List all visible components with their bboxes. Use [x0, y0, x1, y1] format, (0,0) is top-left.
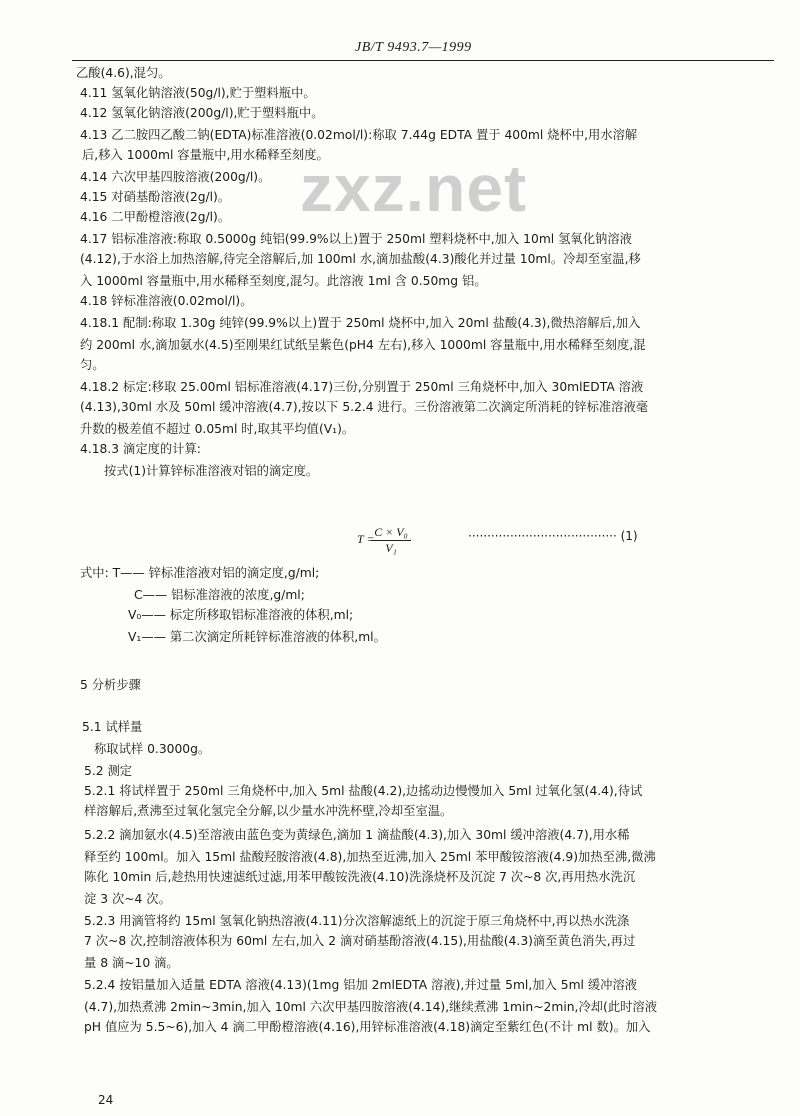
text-line: 5.2.1 将试样置于 250ml 三角烧杯中,加入 5ml 盐酸(4.2),边搖动边慢慢加入 5ml 过氧化氢(4.4),待试	[84, 784, 643, 798]
formula-number: (1)	[620, 529, 638, 543]
text-line: 升数的极差值不超过 0.05ml 时,取其平均值(V₁)。	[80, 422, 355, 436]
text-line: 5.2.4 按铝量加入适量 EDTA 溶液(4.13)(1mg 铝加 2mlEDTA 溶液),并过量 5ml,加入 5ml 缓冲溶液	[84, 978, 638, 992]
text-line: 入 1000ml 容量瓶中,用水稀释至刻度,混匀。此溶液 1ml 含 0.50mg 铝。	[80, 274, 487, 288]
formula-denominator: V₁	[385, 541, 397, 555]
text-line: (4.13),30ml 水及 50ml 缓冲溶液(4.7),按以下 5.2.4 进行。三份溶液第二次滴定所消耗的锌标准溶液毫	[80, 400, 649, 414]
text-line: 5.2.3 用滴管将约 15ml 氢氧化钠热溶液(4.11)分次溶解滤纸上的沉淀于原三角烧杯中,再以热水洗涤	[84, 914, 630, 928]
text-line: 4.15 对硝基酚溶液(2g/l)。	[80, 190, 231, 204]
text-line: 乙酸(4.6),混匀。	[76, 66, 171, 80]
text-line: V₀—— 标定所移取铝标准溶液的体积,ml;	[128, 608, 354, 622]
text-line: 4.13 乙二胺四乙酸二钠(EDTA)标准溶液(0.02mol/l):称取 7.44g EDTA 置于 400ml 烧杯中,用水溶解	[80, 128, 638, 142]
text-line: 陈化 10min 后,趁热用快速滤纸过滤,用苯甲酸铵洗液(4.10)洗涤烧杯及沉淀 7 次~8 次,再用热水洗沉	[84, 870, 636, 884]
text-line: 4.18 锌标准溶液(0.02mol/l)。	[80, 294, 253, 308]
text-line: V₁—— 第二次滴定所耗锌标准溶液的体积,ml。	[128, 630, 386, 644]
text-line: 4.18.3 滴定度的计算:	[80, 442, 201, 456]
text-line: 4.18.2 标定:移取 25.00ml 铝标准溶液(4.17)三份,分别置于 250ml 三角烧杯中,加入 30mlEDTA 溶液	[80, 380, 644, 394]
formula-1	[357, 525, 411, 555]
page-number: 24	[98, 1093, 114, 1107]
text-line: 4.14 六次甲基四胺溶液(200g/l)。	[80, 170, 271, 184]
text-line: 5.1 试样量	[82, 720, 143, 734]
watermark: zxz.net	[300, 151, 528, 225]
text-line: 5.2 测定	[84, 764, 133, 778]
text-line: (4.7),加热煮沸 2min~3min,加入 10ml 六次甲基四胺溶液(4.14),继续煮沸 1min~2min,冷却(此时溶液	[84, 1000, 658, 1014]
text-line: 约 200ml 水,滴加氨水(4.5)至刚果红试纸呈紫色(pH4 左右),移入 1000ml 容量瓶中,用水稀释至刻度,混	[80, 338, 646, 352]
text-line: 称取试样 0.3000g。	[94, 742, 211, 756]
header-rule	[72, 60, 774, 61]
standard-code-header: JB/T 9493.7—1999	[355, 40, 472, 55]
text-line: 4.11 氢氧化钠溶液(50g/l),贮于塑料瓶中。	[80, 86, 316, 100]
text-line: 4.18.1 配制:称取 1.30g 纯锌(99.9%以上)置于 250ml 烧杯中,加入 20ml 盐酸(4.3),微热溶解后,加入	[80, 316, 641, 330]
formula-leader: ······································· (1)	[468, 529, 638, 543]
formula-numerator: C × V₀	[371, 525, 411, 541]
formula-lhs: T =	[357, 532, 375, 546]
text-line: 4.16 二甲酚橙溶液(2g/l)。	[80, 210, 231, 224]
text-line: 4.12 氢氧化钠溶液(200g/l),贮于塑料瓶中。	[80, 106, 324, 120]
text-line: 淀 3 次~4 次。	[84, 892, 171, 906]
text-line: (4.12),于水浴上加热溶解,待完全溶解后,加 100ml 水,滴加盐酸(4.3)酸化并过量 10ml。冷却至室温,移	[80, 252, 641, 266]
text-line: 匀。	[80, 358, 105, 372]
text-line: 样溶解后,煮沸至过氧化氢完全分解,以少量水冲洗杯壁,冷却至室温。	[84, 804, 453, 818]
text-line: 5 分析步骤	[80, 678, 141, 692]
text-line: 后,移入 1000ml 容量瓶中,用水稀释至刻度。	[82, 148, 329, 162]
text-line: 4.17 铝标准溶液:称取 0.5000g 纯铝(99.9%以上)置于 250ml 塑料烧杯中,加入 10ml 氢氧化钠溶液	[80, 232, 632, 246]
text-line: 量 8 滴~10 滴。	[84, 956, 179, 970]
text-line: 按式(1)计算锌标准溶液对铝的滴定度。	[104, 464, 319, 478]
text-line: pH 值应为 5.5~6),加入 4 滴二甲酚橙溶液(4.16),用锌标准溶液(4.18)滴定至紫红色(不计 ml 数)。加入	[84, 1020, 651, 1034]
text-line: 释至约 100ml。加入 15ml 盐酸羟胺溶液(4.8),加热至近沸,加入 25ml 苯甲酸铵溶液(4.9)加热至沸,微沸	[84, 850, 656, 864]
text-line: C—— 铝标准溶液的浓度,g/ml;	[134, 588, 305, 602]
text-line: 5.2.2 滴加氨水(4.5)至溶液由蓝色变为黄绿色,滴加 1 滴盐酸(4.3),加入 30ml 缓冲溶液(4.7),用水稀	[84, 828, 630, 842]
text-line: 7 次~8 次,控制溶液体积为 60ml 左右,加入 2 滴对硝基酚溶液(4.15),用盐酸(4.3)滴至黄色消失,再过	[84, 934, 636, 948]
text-line: 式中: T—— 锌标准溶液对铝的滴定度,g/ml;	[80, 566, 320, 580]
